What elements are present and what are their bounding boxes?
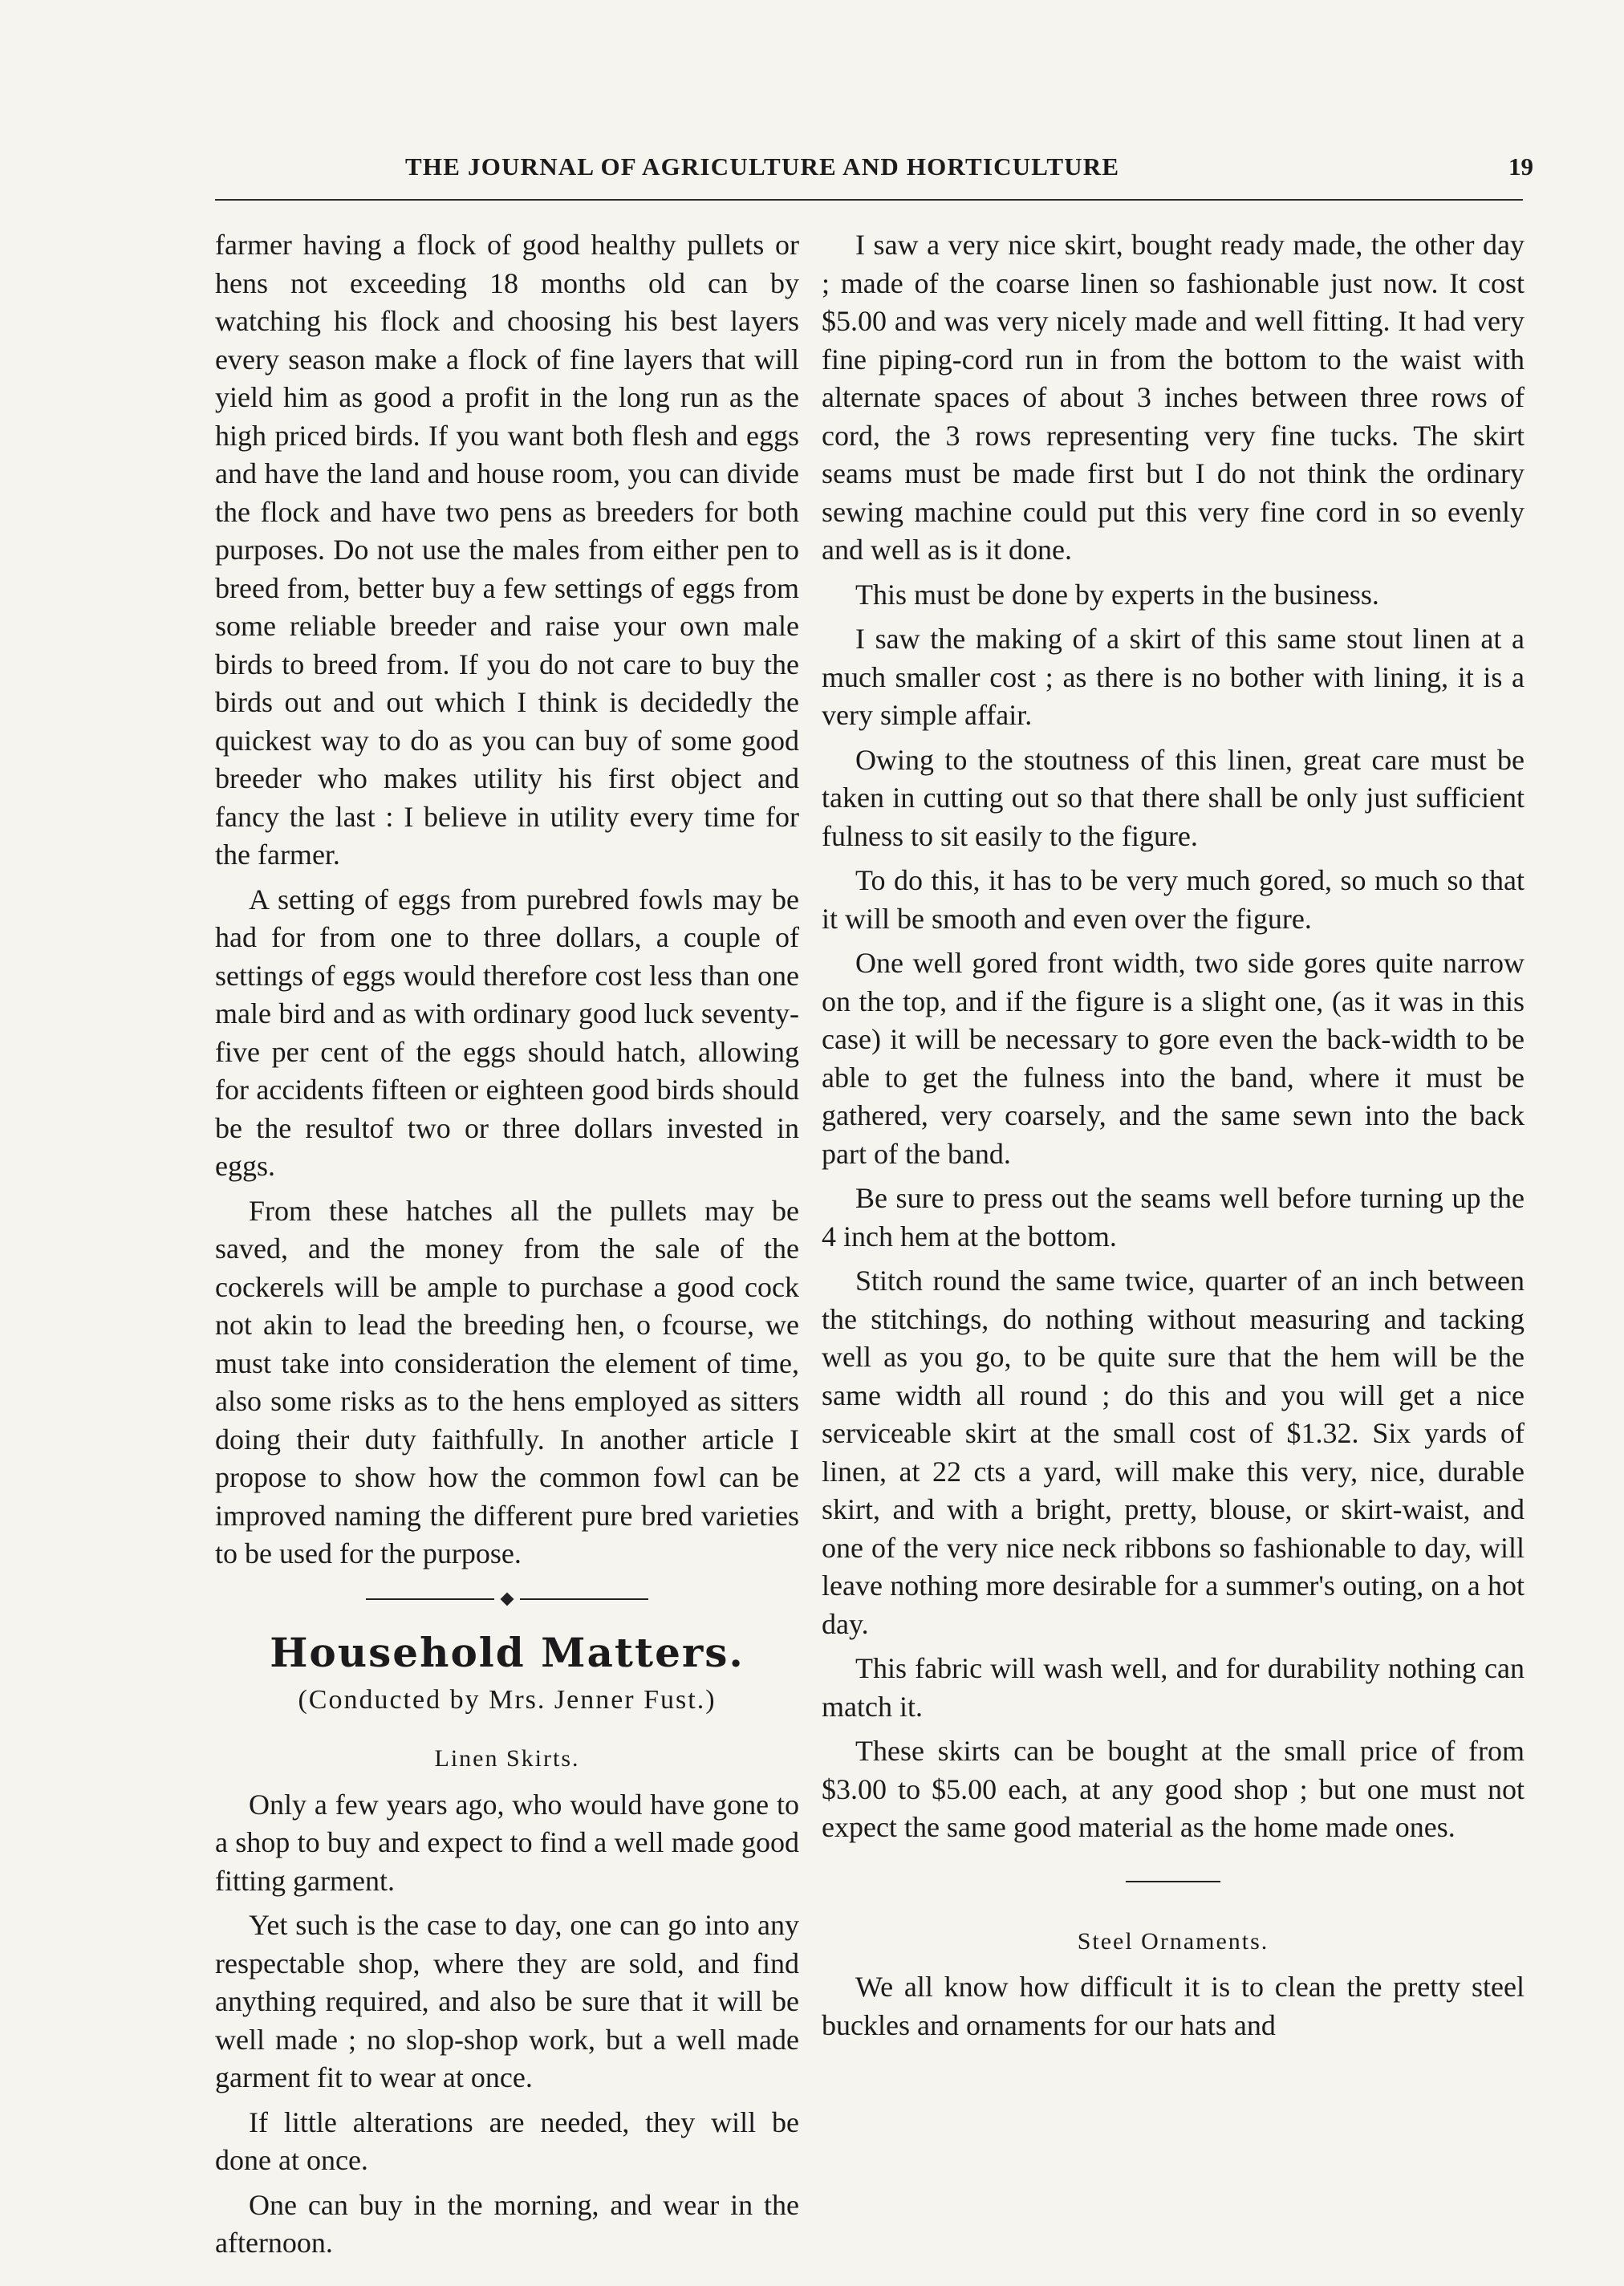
paragraph: To do this, it has to be very much gored, so much so that it will be smooth and even over the figure.: [822, 864, 1525, 935]
paragraph: A setting of eggs from purebred fowls may be had for from one to three dollars, a couple of settings of eggs would therefore cost less than one male bird and as with ordinary good luck seventy-five per cent of the eggs should hatch, allowing for accidents fifteen or eighteen good birds should be the resultof two or three dollars invested in eggs.: [215, 883, 799, 1182]
paragraph: Be sure to press out the seams well before turning up the 4 inch hem at the bottom.: [822, 1182, 1525, 1253]
paragraph: This fabric will wash well, and for durability nothing can match it.: [822, 1652, 1525, 1723]
section-divider-ornament: [215, 1594, 799, 1604]
paragraph: These skirts can be bought at the small price of from $3.00 to $5.00 each, at any good shop ; but one must not expect the same good material as the home made ones.: [822, 1735, 1525, 1843]
article-subhead: Steel Ornaments.: [1077, 1927, 1269, 1955]
paragraph: Stitch round the same twice, quarter of an inch between the stitchings, do nothing without measuring and tacking well as you go, to be quite sure that the hem will be the same width all round ; do this and you will get a nice serviceable skirt at the small cost of $1.32. Six yards of linen, at 22 cts a yard, will make this very, nice, durable skirt, and with a bright, pretty, blouse, or skirt-waist, and one of the very nice neck ribbons so fashionable to day, will leave nothing more desirable for a summer's outing, on a hot day.: [822, 1265, 1525, 1640]
paragraph: We all know how difficult it is to clean the pretty steel buckles and ornaments for our hats and: [822, 1971, 1525, 2041]
paragraph: Owing to the stoutness of this linen, great care must be taken in cutting out so that there shall be only just sufficient fulness to sit easily to the figure.: [822, 743, 1525, 852]
paragraph: I saw a very nice skirt, bought ready made, the other day ; made of the coarse linen so fashionable just now. It cost $5.00 and was very nicely made and well fitting. It had very fine piping-cord run in from the bottom to the waist with alternate spaces of about 3 inches between three rows of cord, the 3 rows representing very fine tucks. The skirt seams must be made first but I do not think the ordinary sewing machine could put this very fine cord in so evenly and well as is it done.: [822, 229, 1525, 566]
running-title: THE JOURNAL OF AGRICULTURE AND HORTICULTURE: [405, 152, 1120, 181]
section-divider-rule: [1126, 1881, 1220, 1882]
article-subhead: Linen Skirts.: [434, 1745, 580, 1772]
running-header: [0, 152, 1624, 193]
left-column: [215, 226, 799, 2269]
paragraph: If little alterations are needed, they will be done at once.: [215, 2105, 799, 2176]
byline: (Conducted by Mrs. Jenner Fust.): [298, 1684, 717, 1715]
header-rule: [215, 199, 1523, 201]
page-number: 19: [1508, 152, 1533, 181]
section-title: Household Matters.: [270, 1628, 745, 1676]
paragraph: One can buy in the morning, and wear in the afternoon.: [215, 2188, 799, 2259]
paragraph-continued: farmer having a flock of good healthy pullets or hens not exceeding 18 months old can by watching his flock and choosing his best layers every season make a flock of fine layers that will yield him as good a profit in the long run as the high priced birds. If you want both flesh and eggs and have the land and house room, you can divide the flock and have two pens as breeders for both purposes. Do not use the males from either pen to breed from, better buy a few settings of eggs from some reliable breeder and raise your own male birds to breed from. If you do not care to buy the birds out and out which I think is decidedly the quickest way to do as you can buy of some good breeder who makes utility his first object and fancy the last : I believe in utility every time for the farmer.: [215, 229, 799, 871]
paragraph: One well gored front width, two side gores quite narrow on the top, and if the figure is a slight one, (as it was in this case) it will be necessary to gore even the back-width to be able to get the fulness into the band, where it must be gathered, very coarsely, and the same sewn into the back part of the band.: [822, 947, 1525, 1170]
paragraph: From these hatches all the pullets may be saved, and the money from the sale of the cockerels will be ample to purchase a good cock not akin to lead the breeding hen, o fcourse, we must take into consideration the element of time, also some risks as to the hens employed as sitters doing their duty faithfully. In another article I propose to show how the common fowl can be improved naming the different pure bred varieties to be used for the purpose.: [215, 1194, 799, 1569]
paragraph: Only a few years ago, who would have gone to a shop to buy and expect to find a well made good fitting garment.: [215, 1788, 799, 1897]
right-column: [822, 226, 1525, 2051]
paragraph: This must be done by experts in the business.: [855, 578, 1379, 611]
paragraph: I saw the making of a skirt of this same stout linen at a much smaller cost ; as there is no bother with lining, it is a very simple affair.: [822, 623, 1525, 731]
paragraph: Yet such is the case to day, one can go into any respectable shop, where they are sold, and find anything required, and also be sure that it will be well made ; no slop-shop work, but a well made garment fit to wear at once.: [215, 1909, 799, 2093]
